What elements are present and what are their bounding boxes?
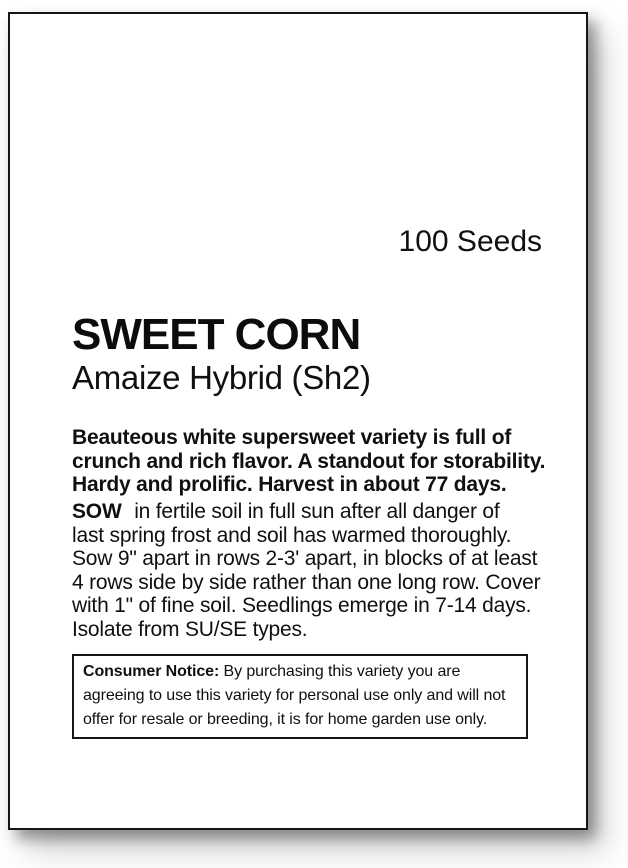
seed-packet-label <box>8 12 588 830</box>
description-line-2: crunch and rich flavor. A standout for storability. <box>72 449 546 473</box>
sow-line-1 <box>72 500 540 524</box>
variety-description <box>72 426 545 497</box>
sow-line-5: with 1" of fine soil. Seedlings emerge in 7-14 days. <box>72 594 532 617</box>
product-title: SWEET CORN <box>72 310 361 359</box>
sow-line-3: Sow 9" apart in rows 2-3' apart, in blocks of at least <box>72 547 538 570</box>
description-line-3: Hardy and prolific. Harvest in about 77 days. <box>72 473 507 496</box>
sow-line-6: Isolate from SU/SE types. <box>72 617 308 641</box>
notice-line-1 <box>83 660 517 684</box>
seed-count: 100 Seeds <box>398 225 542 258</box>
sow-line-2: last spring frost and soil has warmed thoroughly. <box>72 523 512 547</box>
sow-line-1-text: in fertile soil in full sun after all danger of <box>128 500 500 523</box>
notice-line-3: offer for resale or breeding, it is for home garden use only. <box>83 711 488 728</box>
sow-line-4: 4 rows side by side rather than one long row. Cover <box>72 570 541 594</box>
variety-name: Amaize Hybrid (Sh2) <box>72 359 371 396</box>
consumer-notice-box <box>72 654 528 739</box>
sow-keyword: SOW <box>72 500 122 523</box>
sowing-instructions <box>72 500 540 641</box>
notice-line-1-text: By purchasing this variety you are <box>219 663 461 680</box>
notice-line-2: agreeing to use this variety for personal use only and will not <box>83 687 506 704</box>
notice-heading: Consumer Notice: <box>83 663 220 680</box>
description-line-1: Beauteous white supersweet variety is full of <box>72 426 512 449</box>
